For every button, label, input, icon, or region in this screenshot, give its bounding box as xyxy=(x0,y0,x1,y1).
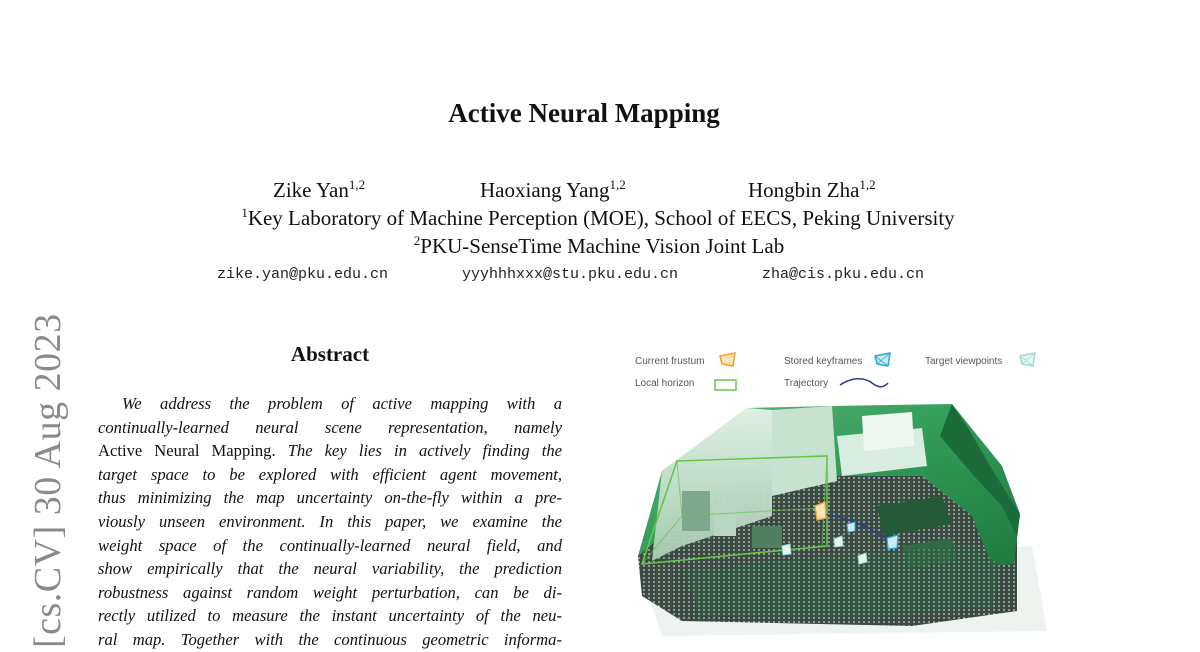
abstract-line xyxy=(98,581,562,605)
frustum-blue-icon xyxy=(873,352,893,368)
abstract-text: show empirically that the neural variability, the prediction xyxy=(98,559,562,579)
abstract-text: thus minimizing the map uncertainty on-the-fly within a pre- xyxy=(98,488,562,508)
figure-legend xyxy=(622,340,1052,396)
abstract-text: ral map. Together with the continuous geometric informa- xyxy=(98,629,562,649)
legend-label: Trajectory xyxy=(784,378,829,389)
email: yyyhhhxxx@stu.pku.edu.cn xyxy=(462,266,679,283)
legend-label: Local horizon xyxy=(635,378,695,389)
arxiv-stamp: [cs.CV] 30 Aug 2023 xyxy=(27,313,69,648)
author: Zike Yan$^{1,2}$ xyxy=(273,177,366,202)
author-list xyxy=(0,177,1200,207)
abstract-text: weight space of the continually-learned neural field, and xyxy=(98,535,562,555)
affiliation: $^2$PKU-SenseTime Machine Vision Joint Lab xyxy=(413,233,785,258)
abstract-text: The key lies in actively finding the xyxy=(275,441,562,461)
abstract-text: rectly utilized to measure the instant uncertainty of the neu- xyxy=(98,606,562,626)
abstract-line xyxy=(98,439,562,463)
abstract-text: Active Neural Mapping. xyxy=(98,441,276,461)
author: Haoxiang Yang$^{1,2}$ xyxy=(480,177,626,202)
abstract-line xyxy=(98,463,562,487)
affiliation: $^1$Key Laboratory of Machine Perception (MOE), School of EECS, Peking University xyxy=(241,205,955,230)
abstract-line xyxy=(98,392,562,416)
abstract-text: robustness against random weight perturbation, can be di- xyxy=(98,582,562,602)
abstract-text: We address the problem of active mapping with a xyxy=(122,394,562,413)
author: Hongbin Zha$^{1,2}$ xyxy=(748,177,876,202)
frustum-orange-icon xyxy=(718,352,738,368)
paper-title: Active Neural Mapping xyxy=(448,98,720,128)
email: zike.yan@pku.edu.cn xyxy=(217,266,389,283)
frustum-teal-icon xyxy=(1018,352,1038,368)
abstract-text: continually-learned neural scene representation, namely xyxy=(98,417,562,437)
abstract-text: viously unseen environment. In this paper, we examine the xyxy=(98,511,562,531)
email: zha@cis.pku.edu.cn xyxy=(762,266,925,283)
abstract-body xyxy=(98,392,562,652)
legend-label: Stored keyframes xyxy=(784,356,863,367)
map-reconstruction-illustration xyxy=(622,396,1052,640)
abstract-text: target space to be explored with efficient agent movement, xyxy=(98,464,562,484)
abstract-line xyxy=(98,534,562,558)
figure-teaser xyxy=(622,340,1052,640)
abstract-line xyxy=(98,604,562,628)
abstract-line xyxy=(98,486,562,510)
rectangle-green-icon xyxy=(714,378,738,392)
legend-label: Target viewpoints xyxy=(925,356,1003,367)
abstract-heading: Abstract xyxy=(290,342,370,366)
curve-navy-icon xyxy=(838,376,890,390)
abstract-line xyxy=(98,416,562,440)
abstract-line xyxy=(98,557,562,581)
abstract-line xyxy=(98,510,562,534)
legend-label: Current frustum xyxy=(635,356,705,367)
